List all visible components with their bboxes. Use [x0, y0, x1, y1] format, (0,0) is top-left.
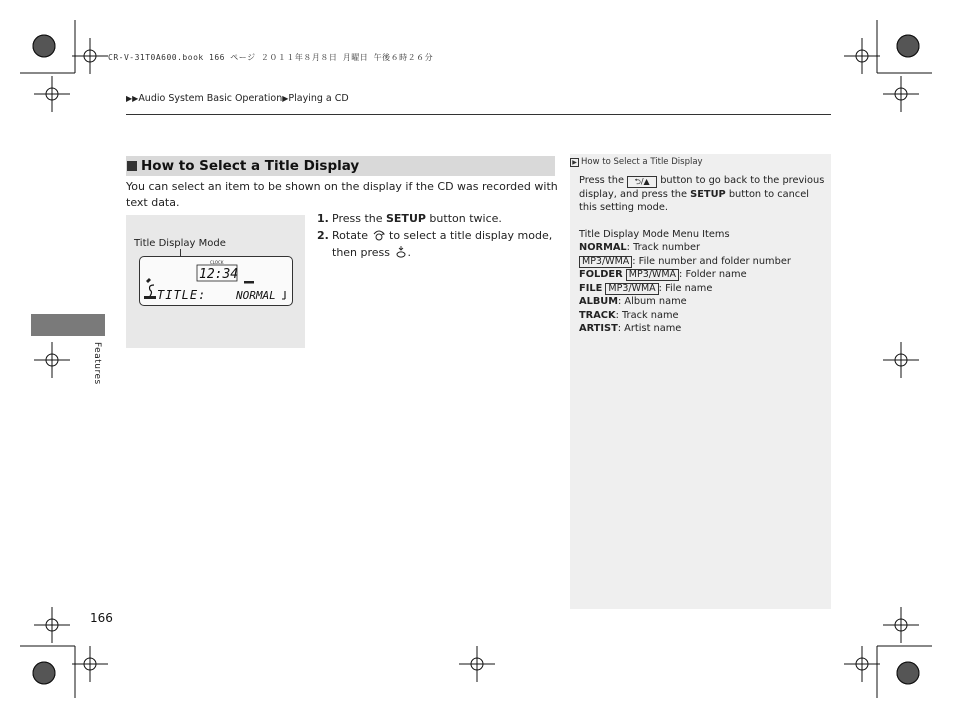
chapter-tab-label: Features [92, 342, 102, 385]
mp3-wma-tag: MP3/WMA [605, 283, 658, 295]
menu-items-heading: Title Display Mode Menu Items [579, 228, 730, 240]
breadcrumb-item-audio-system[interactable]: Audio System Basic Operation [138, 93, 283, 104]
intro-paragraph: You can select an item to be shown on the display if the CD was recorded with text data. [126, 180, 558, 209]
menu-item-name: ARTIST [579, 323, 618, 334]
lcd-left-text: TITLE: [157, 288, 207, 302]
mp3-wma-tag: MP3/WMA [626, 269, 679, 281]
section-title-text: How to Select a Title Display [141, 158, 360, 174]
page-number: 166 [90, 611, 113, 625]
lcd-time: 12:34 [199, 267, 239, 282]
menu-item-name: FOLDER [579, 269, 623, 280]
breadcrumb-arrows: ▶▶ [126, 94, 139, 103]
breadcrumb-separator: ▶ [282, 94, 289, 103]
breadcrumb-item-playing-cd[interactable]: Playing a CD [288, 93, 349, 104]
menu-item-name: FILE [579, 282, 603, 294]
setup-button-label: SETUP [690, 188, 726, 200]
menu-item-desc: : Album name [618, 296, 687, 307]
sidebar-title-text: How to Select a Title Display [581, 157, 703, 167]
mp3-wma-tag: MP3/WMA [579, 256, 632, 268]
lcd-right-text: NORMAL [236, 289, 276, 302]
sidebar-text: button to go back to the previous display, and press the [579, 174, 825, 200]
lcd-clock-tag: CLOCK [210, 260, 224, 265]
setup-button-label: SETUP [386, 212, 426, 225]
step-text: to select a title display mode, then press [332, 229, 553, 259]
step-text: Press the [332, 212, 386, 225]
step-number: 2. [317, 229, 329, 242]
menu-item-desc: : Artist name [617, 323, 682, 334]
step-number: 1. [317, 212, 329, 225]
back-button-icon: ⮌/▲ [627, 176, 657, 188]
menu-item-desc: : File number and folder number [632, 255, 791, 267]
step-text: Rotate [332, 229, 372, 242]
step-text: . [407, 246, 412, 259]
menu-item-desc: : File name [658, 282, 713, 294]
reference-arrow-icon: ▶ [570, 158, 579, 167]
print-header: CR-V-31T0A600.book 166 ページ ２０１１年８月８日 月曜日 午後６時２６分 [108, 53, 434, 62]
menu-item-name: NORMAL [579, 242, 627, 253]
menu-item-desc: : Folder name [679, 269, 747, 280]
sidebar-text: button to cancel this setting mode. [579, 188, 809, 213]
sidebar-text: Press the [579, 174, 628, 186]
menu-item-desc: : Track number [626, 242, 701, 253]
menu-item-desc: : Track name [615, 309, 679, 321]
menu-item-name: TRACK [579, 309, 616, 321]
figure-label: Title Display Mode [134, 238, 226, 249]
menu-item-name: ALBUM [579, 296, 618, 307]
step-text: button twice. [425, 212, 502, 225]
